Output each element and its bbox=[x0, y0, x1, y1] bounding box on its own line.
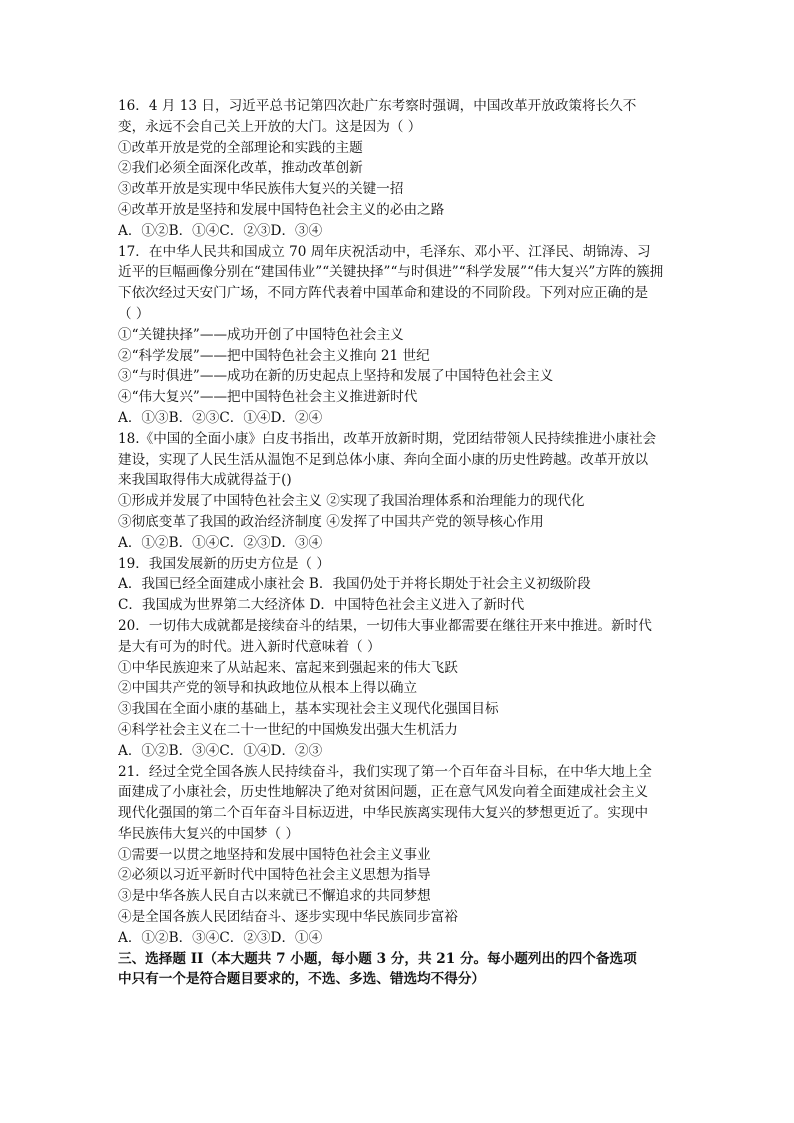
question-stem-line: 来我国取得伟大成就得益于() bbox=[118, 472, 292, 489]
option-line: ②必须以习近平新时代中国特色社会主义思想为指导 bbox=[118, 867, 431, 884]
question-stem-line: （ ） bbox=[118, 305, 150, 322]
question-stem-line: 18.《中国的全面小康》白皮书指出，改革开放新时期，党团结带领人民持续推进小康社会 bbox=[118, 430, 657, 447]
question-stem-line: 现代化强国的第二个百年奋斗目标迈进，中华民族离实现伟大复兴的梦想更近了。实现中 bbox=[118, 805, 649, 822]
question-18 bbox=[118, 429, 678, 554]
option-line: ④科学社会主义在二十一世纪的中国焕发出强大生机活力 bbox=[118, 721, 458, 738]
question-16 bbox=[118, 96, 678, 242]
option-line: ④“伟大复兴”——把中国特色社会主义推进新时代 bbox=[118, 389, 418, 406]
option-line: ③是中华各族人民自古以来就已不懈追求的共同梦想 bbox=[118, 888, 431, 905]
option-line: A．我国已经全面建成小康社会 B．我国仍处于并将长期处于社会主义初级阶段 bbox=[118, 576, 591, 593]
choices-line: A．①②B．③④C．①④D．②③ bbox=[118, 742, 323, 759]
choices-line: A．①③B．②③C．①④D．②④ bbox=[118, 409, 323, 426]
option-line: ②我们必须全面深化改革，推动改革创新 bbox=[118, 160, 363, 177]
option-line: C．我国成为世界第二大经济体 D．中国特色社会主义进入了新时代 bbox=[118, 597, 525, 614]
question-20 bbox=[118, 616, 678, 762]
question-stem-line: 华民族伟大复兴的中国梦（ ） bbox=[118, 825, 300, 842]
question-stem-line: 20．一切伟大成就都是接续奋斗的结果，一切伟大事业都需要在继往开来中推进。新时代 bbox=[118, 617, 652, 634]
option-line: ④是全国各族人民团结奋斗、逐步实现中华民族同步富裕 bbox=[118, 909, 458, 926]
option-line: ④改革开放是坚持和发展中国特色社会主义的必由之路 bbox=[118, 201, 445, 218]
choices-line: A．①②B．①④C．②③D．③④ bbox=[118, 534, 323, 551]
question-stem-line: 建设，实现了人民生活从温饱不足到总体小康、奔向全面小康的历史性跨越。改革开放以 bbox=[118, 451, 649, 468]
option-line: ③我国在全面小康的基础上，基本实现社会主义现代化强国目标 bbox=[118, 701, 499, 718]
section-heading-line: 中只有一个是符合题目要求的，不选、多选、错选均不得分） bbox=[118, 971, 486, 988]
question-19 bbox=[118, 554, 678, 616]
option-line: ③彻底变革了我国的政治经济制度 ④发挥了中国共产党的领导核心作用 bbox=[118, 513, 544, 530]
question-stem-line: 变，永远不会自己关上开放的大门。这是因为（ ） bbox=[118, 118, 422, 135]
document-content bbox=[118, 96, 678, 990]
question-21 bbox=[118, 762, 678, 949]
question-stem-line: 19．我国发展新的历史方位是（ ） bbox=[118, 555, 330, 572]
option-line: ①改革开放是党的全部理论和实践的主题 bbox=[118, 139, 363, 156]
question-stem-line: 近平的巨幅画像分别在“建国伟业”“关键抉择”“与时俱进”“科学发展”“伟大复兴”方阵的簇拥 bbox=[118, 264, 664, 281]
option-line: ③改革开放是实现中华民族伟大复兴的关键一招 bbox=[118, 181, 404, 198]
question-stem-line: 16．4 月 13 日，习近平总书记第四次赴广东考察时强调，中国改革开放政策将长久不 bbox=[118, 98, 637, 114]
question-stem-line: 是大有可为的时代。进入新时代意味着（ ） bbox=[118, 638, 381, 655]
question-stem-line: 21．经过全党全国各族人民持续奋斗，我们实现了第一个百年奋斗目标，在中华大地上全 bbox=[118, 763, 652, 780]
section-heading bbox=[118, 949, 678, 991]
option-line: ①中华民族迎来了从站起来、富起来到强起来的伟大飞跃 bbox=[118, 659, 458, 676]
option-line: ①形成并发展了中国特色社会主义 ②实现了我国治理体系和治理能力的现代化 bbox=[118, 493, 585, 510]
question-stem-line: 下依次经过天安门广场，不同方阵代表着中国革命和建设的不同阶段。下列对应正确的是 bbox=[118, 285, 649, 302]
option-line: ②中国共产党的领导和执政地位从根本上得以确立 bbox=[118, 680, 418, 697]
option-line: ①需要一以贯之地坚持和发展中国特色社会主义事业 bbox=[118, 846, 431, 863]
option-line: ③“与时俱进”——成功在新的历史起点上坚持和发展了中国特色社会主义 bbox=[118, 368, 554, 385]
option-line: ②“科学发展”——把中国特色社会主义推向 21 世纪 bbox=[118, 347, 430, 364]
question-stem-line: 17．在中华人民共和国成立 70 周年庆祝活动中，毛泽东、邓小平、江泽民、胡锦涛、习 bbox=[118, 243, 651, 260]
option-line: ①“关键抉择”——成功开创了中国特色社会主义 bbox=[118, 326, 404, 343]
choices-line: A．①②B．③④C．②③D．①④ bbox=[118, 929, 323, 946]
choices-line: A．①②B．①④C．②③D．③④ bbox=[118, 222, 323, 239]
section-heading-line: 三、选择题 II（本大题共 7 小题，每小题 3 分，共 21 分。每小题列出的四个备选项 bbox=[118, 950, 637, 967]
question-stem-line: 面建成了小康社会，历史性地解决了绝对贫困问题，正在意气风发向着全面建成社会主义 bbox=[118, 784, 649, 801]
question-17 bbox=[118, 242, 678, 429]
